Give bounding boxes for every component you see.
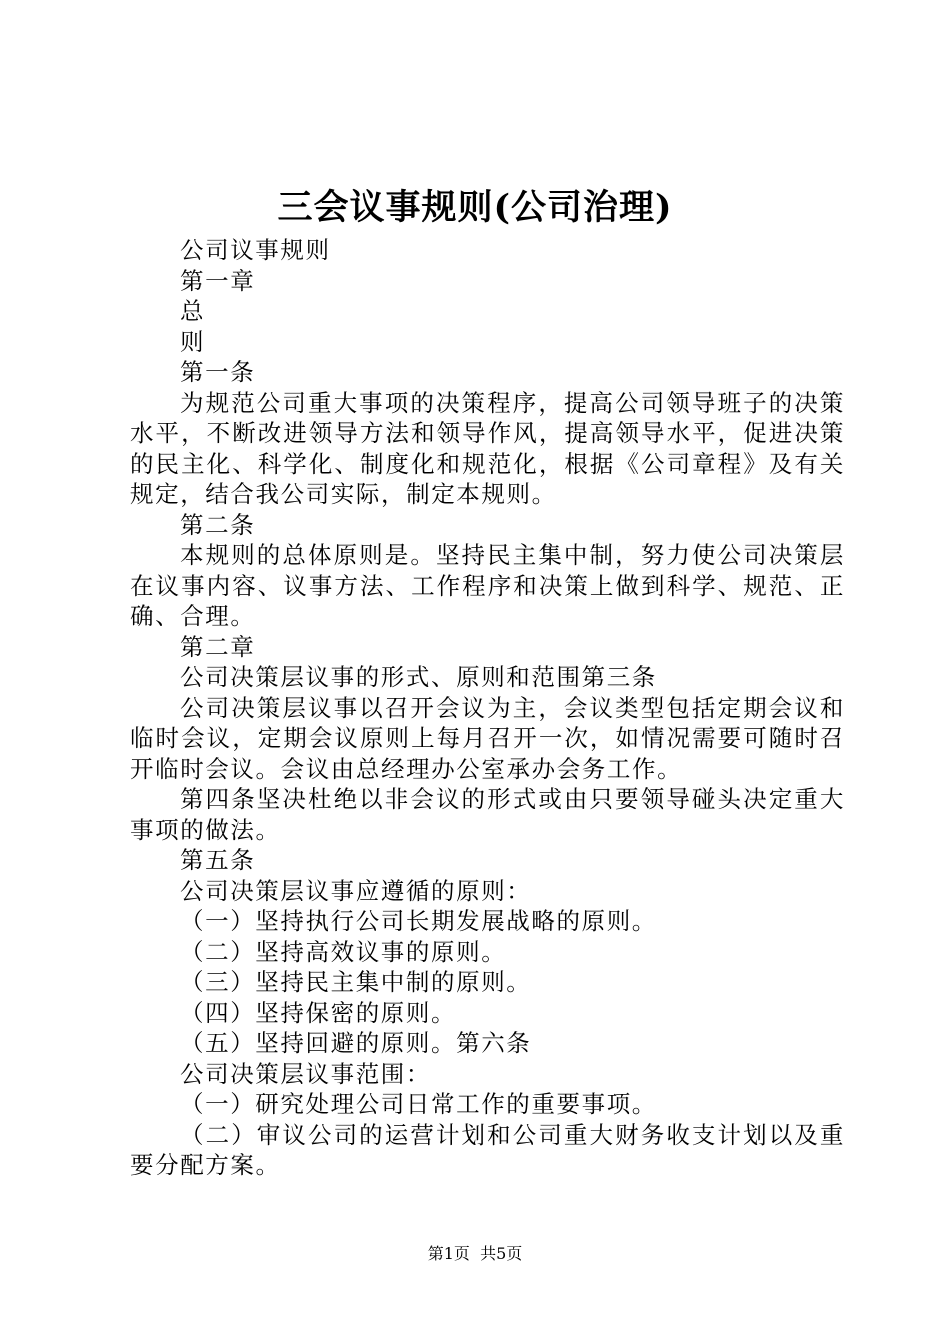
list-item: （二）审议公司的运营计划和公司重大财务收支计划以及重要分配方案。 bbox=[130, 1120, 845, 1179]
list-item: （五）坚持回避的原则。第六条 bbox=[180, 1029, 532, 1057]
list-item: （一）坚持执行公司长期发展战略的原则。 bbox=[180, 907, 657, 935]
list-item: （四）坚持保密的原则。 bbox=[180, 998, 457, 1027]
paragraph: 总 bbox=[180, 297, 206, 325]
page-number: 第1页 bbox=[427, 1244, 470, 1263]
paragraph: 第四条坚决杜绝以非会议的形式或由只要领导碰头决定重大事项的做法。 bbox=[130, 785, 845, 844]
article-heading: 第一条 bbox=[180, 358, 256, 386]
page-footer bbox=[0, 1243, 950, 1265]
list-item: （二）坚持高效议事的原则。 bbox=[180, 937, 507, 966]
list-item: （三）坚持民主集中制的原则。 bbox=[180, 968, 532, 996]
chapter-heading: 第二章 bbox=[180, 632, 256, 661]
chapter-heading: 第一章 bbox=[180, 266, 256, 295]
paragraph: 公司议事规则 bbox=[180, 236, 331, 264]
list-item: （一）研究处理公司日常工作的重要事项。 bbox=[180, 1090, 657, 1118]
paragraph: 则 bbox=[180, 327, 206, 356]
paragraph: 为规范公司重大事项的决策程序，提高公司领导班子的决策水平，不断改进领导方法和领导作风，提高领导水平，促进决策的民主化、科学化、制度化和规范化，根据《公司章程》及有关规定，结合我公司实际，制定本规则。 bbox=[130, 388, 845, 508]
paragraph: 本规则的总体原则是。坚持民主集中制，努力使公司决策层在议事内容、议事方法、工作程序和决策上做到科学、规范、正确、合理。 bbox=[130, 541, 845, 630]
document-title: 三会议事规则(公司治理) bbox=[277, 187, 673, 228]
paragraph: 公司决策层议事范围： bbox=[180, 1059, 431, 1088]
page-total: 共5页 bbox=[480, 1244, 523, 1263]
paragraph: 公司决策层议事以召开会议为主，会议类型包括定期会议和临时会议，定期会议原则上每月召开一次，如情况需要可随时召开临时会议。会议由总经理办公室承办会务工作。 bbox=[130, 693, 845, 783]
article-heading: 第二条 bbox=[180, 510, 256, 539]
document-body bbox=[130, 235, 845, 1181]
paragraph: 公司决策层议事的形式、原则和范围第三条 bbox=[180, 663, 657, 691]
article-heading: 第五条 bbox=[180, 846, 256, 874]
paragraph: 公司决策层议事应遵循的原则： bbox=[180, 876, 532, 905]
